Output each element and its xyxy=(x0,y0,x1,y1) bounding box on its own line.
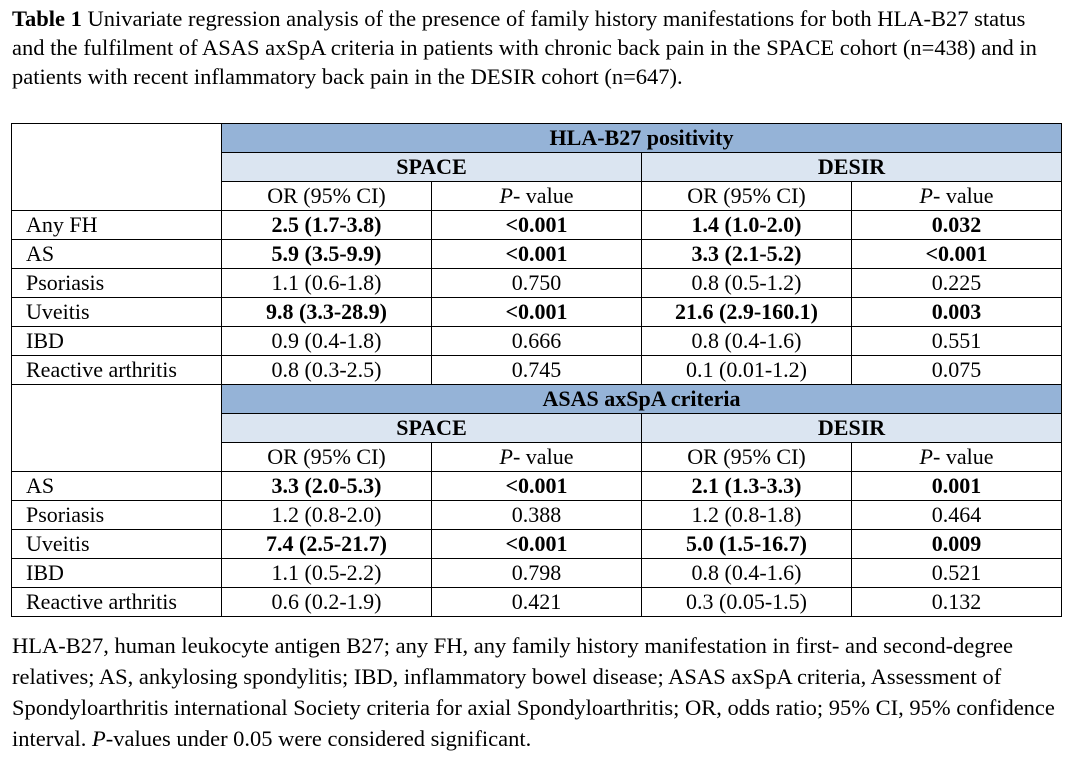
table-row xyxy=(12,269,1062,298)
space-p-value: 0.388 xyxy=(432,501,642,530)
row-label: IBD xyxy=(12,327,222,356)
space-p-value: 0.666 xyxy=(432,327,642,356)
table-row xyxy=(12,327,1062,356)
desir-p-value: 0.225 xyxy=(852,269,1062,298)
desir-or-ci: 3.3 (2.1-5.2) xyxy=(642,240,852,269)
desir-p-value: 0.551 xyxy=(852,327,1062,356)
cohort-space-header: SPACE xyxy=(222,414,642,443)
p-value-header xyxy=(432,443,642,472)
space-p-value: <0.001 xyxy=(432,211,642,240)
table-footnote xyxy=(12,630,1060,754)
table-row xyxy=(12,472,1062,501)
p-suffix: - value xyxy=(933,444,994,469)
desir-p-value: 0.003 xyxy=(852,298,1062,327)
row-label: Uveitis xyxy=(12,530,222,559)
p-suffix: - value xyxy=(512,183,574,208)
space-p-value: <0.001 xyxy=(432,530,642,559)
results-table xyxy=(11,123,1062,617)
cohort-desir-header: DESIR xyxy=(642,153,1062,182)
footnote-text: HLA-B27, human leukocyte antigen B27; any FH, any family history manifestation in first- and second-degree relatives; AS, ankylosing spondylitis; IBD, inflammatory bowel disease; ASAS axSpA criteria, Assessment of Spondyloarthritis international Society criteria for axial Spondyloarthritis; OR, odds ratio; 95% CI, 95% confidence interval. xyxy=(12,633,1055,751)
desir-p-value: <0.001 xyxy=(852,240,1062,269)
row-label: Psoriasis xyxy=(12,501,222,530)
p-value-header xyxy=(852,182,1062,211)
p-letter: P xyxy=(499,444,513,469)
space-or-ci: 5.9 (3.5-9.9) xyxy=(222,240,432,269)
section-title-row xyxy=(12,385,1062,414)
row-label: Psoriasis xyxy=(12,269,222,298)
or-ci-header: OR (95% CI) xyxy=(642,182,852,211)
desir-or-ci: 0.8 (0.4-1.6) xyxy=(642,327,852,356)
space-or-ci: 1.2 (0.8-2.0) xyxy=(222,501,432,530)
desir-p-value: 0.075 xyxy=(852,356,1062,385)
row-label: IBD xyxy=(12,559,222,588)
row-label: Reactive arthritis xyxy=(12,356,222,385)
space-or-ci: 3.3 (2.0-5.3) xyxy=(222,472,432,501)
row-label: AS xyxy=(12,240,222,269)
space-p-value: <0.001 xyxy=(432,472,642,501)
desir-p-value: 0.132 xyxy=(852,588,1062,617)
section-title-row xyxy=(12,124,1062,153)
space-p-value: 0.798 xyxy=(432,559,642,588)
space-or-ci: 1.1 (0.5-2.2) xyxy=(222,559,432,588)
p-letter: P xyxy=(919,183,933,208)
table-row xyxy=(12,501,1062,530)
space-or-ci: 0.6 (0.2-1.9) xyxy=(222,588,432,617)
row-label: AS xyxy=(12,472,222,501)
desir-or-ci: 0.8 (0.5-1.2) xyxy=(642,269,852,298)
table-body xyxy=(12,124,1062,617)
p-suffix: - value xyxy=(933,183,994,208)
section-title: ASAS axSpA criteria xyxy=(222,385,1062,414)
blank-corner-cell xyxy=(12,124,222,211)
space-or-ci: 7.4 (2.5-21.7) xyxy=(222,530,432,559)
space-or-ci: 0.8 (0.3-2.5) xyxy=(222,356,432,385)
row-label: Reactive arthritis xyxy=(12,588,222,617)
desir-p-value: 0.001 xyxy=(852,472,1062,501)
desir-p-value: 0.009 xyxy=(852,530,1062,559)
or-ci-header: OR (95% CI) xyxy=(642,443,852,472)
cohort-space-header: SPACE xyxy=(222,153,642,182)
desir-or-ci: 0.3 (0.05-1.5) xyxy=(642,588,852,617)
or-ci-header: OR (95% CI) xyxy=(222,443,432,472)
desir-or-ci: 2.1 (1.3-3.3) xyxy=(642,472,852,501)
table-caption xyxy=(12,4,1060,91)
table-row xyxy=(12,356,1062,385)
desir-or-ci: 1.2 (0.8-1.8) xyxy=(642,501,852,530)
space-p-value: <0.001 xyxy=(432,298,642,327)
space-or-ci: 2.5 (1.7-3.8) xyxy=(222,211,432,240)
p-suffix: - value xyxy=(512,444,574,469)
desir-p-value: 0.521 xyxy=(852,559,1062,588)
row-label: Any FH xyxy=(12,211,222,240)
table-row xyxy=(12,240,1062,269)
caption-text: Univariate regression analysis of the presence of family history manifestations for both HLA-B27 status and the fulfilment of ASAS axSpA criteria in patients with chronic back pain in the SPACE cohort (n=438) and in patients with recent inflammatory back pain in the DESIR cohort (n=647). xyxy=(12,6,1037,89)
p-value-header xyxy=(852,443,1062,472)
space-p-value: <0.001 xyxy=(432,240,642,269)
space-p-value: 0.745 xyxy=(432,356,642,385)
p-value-header xyxy=(432,182,642,211)
p-letter: P xyxy=(919,444,933,469)
space-or-ci: 9.8 (3.3-28.9) xyxy=(222,298,432,327)
cohort-desir-header: DESIR xyxy=(642,414,1062,443)
blank-corner-cell xyxy=(12,385,222,472)
desir-or-ci: 5.0 (1.5-16.7) xyxy=(642,530,852,559)
footnote-text-end: -values under 0.05 were considered significant. xyxy=(105,726,532,751)
p-letter: P xyxy=(499,183,513,208)
space-or-ci: 1.1 (0.6-1.8) xyxy=(222,269,432,298)
table-row xyxy=(12,530,1062,559)
space-p-value: 0.421 xyxy=(432,588,642,617)
row-label: Uveitis xyxy=(12,298,222,327)
table-row xyxy=(12,588,1062,617)
space-or-ci: 0.9 (0.4-1.8) xyxy=(222,327,432,356)
caption-label: Table 1 xyxy=(12,6,82,31)
or-ci-header: OR (95% CI) xyxy=(222,182,432,211)
footnote-p-italic: P xyxy=(91,726,106,751)
section-title: HLA-B27 positivity xyxy=(222,124,1062,153)
desir-p-value: 0.032 xyxy=(852,211,1062,240)
desir-or-ci: 21.6 (2.9-160.1) xyxy=(642,298,852,327)
space-p-value: 0.750 xyxy=(432,269,642,298)
desir-p-value: 0.464 xyxy=(852,501,1062,530)
desir-or-ci: 0.8 (0.4-1.6) xyxy=(642,559,852,588)
desir-or-ci: 1.4 (1.0-2.0) xyxy=(642,211,852,240)
desir-or-ci: 0.1 (0.01-1.2) xyxy=(642,356,852,385)
table-row xyxy=(12,211,1062,240)
table-row xyxy=(12,559,1062,588)
table-row xyxy=(12,298,1062,327)
